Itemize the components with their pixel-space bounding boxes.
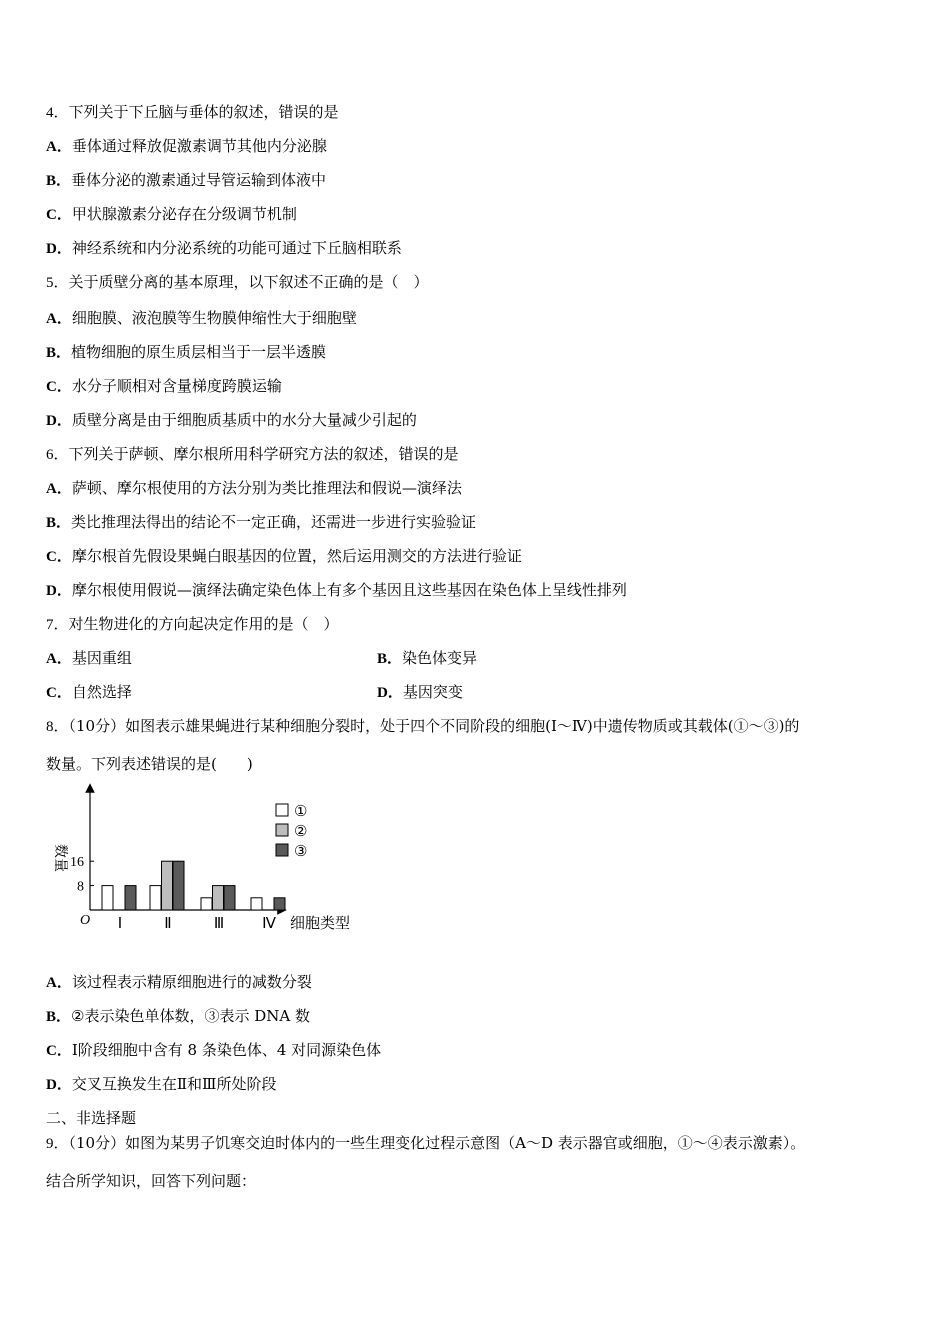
q5-option-b[interactable]: B．植物细胞的原生质层相当于一层半透膜 xyxy=(46,343,327,361)
bar-Ⅱ-① xyxy=(150,886,161,910)
q4-option-b[interactable]: B．垂体分泌的激素通过导管运输到体液中 xyxy=(46,171,327,189)
q8-stem-line2: 数量。下列表述错误的是( ) xyxy=(46,755,253,773)
q4-option-d[interactable]: D．神经系统和内分泌系统的功能可通过下丘脑相联系 xyxy=(46,239,402,257)
q5-stem: 5．关于质壁分离的基本原理，以下叙述不正确的是（ ） xyxy=(46,273,429,291)
bar-Ⅰ-③ xyxy=(125,886,136,910)
q8-stem-line1: 8．（10分）如图表示雄果蝇进行某种细胞分裂时，处于四个不同阶段的细胞(Ⅰ～Ⅳ)中遗传物质或其载体(①～③)的 xyxy=(46,717,800,735)
y-tick-label: 16 xyxy=(70,855,84,871)
x-categories xyxy=(118,916,276,932)
legend-swatch xyxy=(276,824,288,836)
x-category-label: Ⅱ xyxy=(164,916,172,932)
q5-option-c[interactable]: C．水分子顺相对含量梯度跨膜运输 xyxy=(46,377,282,395)
section-heading: 二、非选择题 xyxy=(46,1109,137,1127)
q5-option-d[interactable]: D．质壁分离是由于细胞质基质中的水分大量减少引起的 xyxy=(46,411,417,429)
q5-option-a[interactable]: A．细胞膜、液泡膜等生物膜伸缩性大于细胞壁 xyxy=(46,309,357,327)
legend-label: ③ xyxy=(294,844,308,860)
q8-option-d[interactable]: D．交叉互换发生在Ⅱ和Ⅲ所处阶段 xyxy=(46,1075,277,1093)
origin-label: O xyxy=(80,913,91,928)
legend xyxy=(276,804,307,860)
bar-Ⅲ-① xyxy=(201,898,212,910)
y-axis-label: 数量 xyxy=(52,844,67,872)
bar-Ⅲ-③ xyxy=(224,886,235,910)
q8-bar-chart xyxy=(44,782,374,942)
bar-Ⅲ-② xyxy=(213,886,224,910)
q6-option-c[interactable]: C．摩尔根首先假设果蝇白眼基因的位置，然后运用测交的方法进行验证 xyxy=(46,547,522,565)
legend-swatch xyxy=(276,844,288,856)
q7-stem: 7．对生物进化的方向起决定作用的是（ ） xyxy=(46,615,339,633)
q7-option-a[interactable]: A．基因重组 xyxy=(46,649,132,667)
bar-Ⅱ-③ xyxy=(173,861,184,910)
q9-stem-line1: 9．（10分）如图为某男子饥寒交迫时体内的一些生理变化过程示意图（A～D 表示器官或细胞，①～④表示激素）。 xyxy=(46,1134,806,1152)
x-category-label: Ⅲ xyxy=(213,916,225,932)
bar-Ⅳ-③ xyxy=(274,898,285,910)
q6-option-b[interactable]: B．类比推理法得出的结论不一定正确，还需进一步进行实验验证 xyxy=(46,513,477,531)
y-tick-label: 8 xyxy=(77,879,84,895)
q8-option-b[interactable]: B．②表示染色单体数，③表示 DNA 数 xyxy=(46,1007,310,1025)
legend-label: ② xyxy=(294,824,308,840)
bar-Ⅰ-① xyxy=(102,886,113,910)
x-category-label: Ⅰ xyxy=(117,916,123,932)
q6-option-a[interactable]: A．萨顿、摩尔根使用的方法分别为类比推理法和假说—演绎法 xyxy=(46,479,462,497)
q7-option-b[interactable]: B．染色体变异 xyxy=(377,649,478,667)
q6-stem: 6．下列关于萨顿、摩尔根所用科学研究方法的叙述，错误的是 xyxy=(46,445,459,463)
bar-Ⅱ-② xyxy=(162,861,173,910)
q9-stem-line2: 结合所学知识，回答下列问题： xyxy=(46,1172,257,1190)
legend-swatch xyxy=(276,804,288,816)
q4-option-c[interactable]: C．甲状腺激素分泌存在分级调节机制 xyxy=(46,205,297,223)
q4-stem: 4．下列关于下丘脑与垂体的叙述，错误的是 xyxy=(46,103,339,121)
bar-Ⅳ-① xyxy=(251,898,262,910)
bars xyxy=(102,861,285,910)
q6-option-d[interactable]: D．摩尔根使用假说—演绎法确定染色体上有多个基因且这些基因在染色体上呈线性排列 xyxy=(46,581,627,599)
legend-label: ① xyxy=(294,804,308,820)
q7-option-c[interactable]: C．自然选择 xyxy=(46,683,132,701)
q8-option-c[interactable]: C．Ⅰ阶段细胞中含有 8 条染色体、4 对同源染色体 xyxy=(46,1041,382,1059)
q4-option-a[interactable]: A．垂体通过释放促激素调节其他内分泌腺 xyxy=(46,137,327,155)
x-axis-label: 细胞类型 xyxy=(290,916,351,932)
q8-option-a[interactable]: A．该过程表示精原细胞进行的减数分裂 xyxy=(46,973,312,991)
q7-option-d[interactable]: D．基因突变 xyxy=(377,683,463,701)
x-category-label: Ⅳ xyxy=(262,916,276,932)
